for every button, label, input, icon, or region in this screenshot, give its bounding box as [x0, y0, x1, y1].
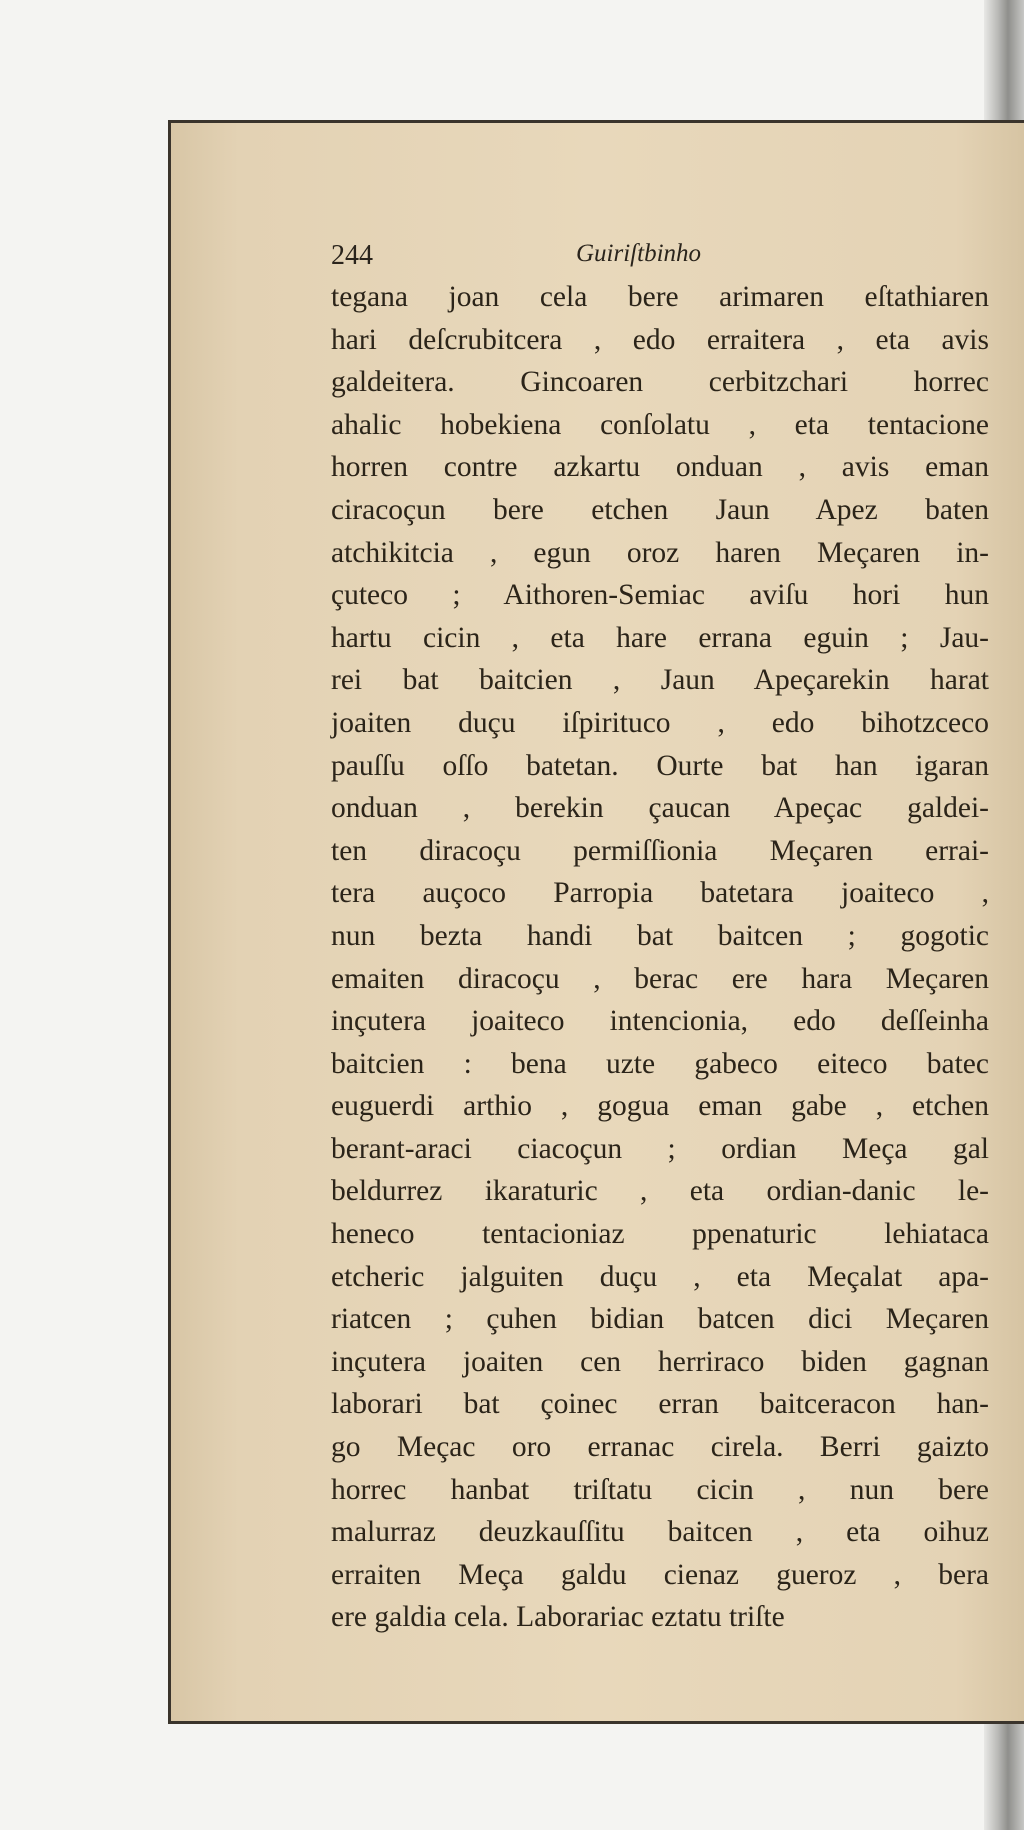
text-line: tera auçoco Parropia batetara joaiteco , — [331, 877, 989, 910]
text-line: atchikitcia , egun oroz haren Meçaren in- — [331, 536, 989, 569]
text-line: heneco tentacioniaz ppenaturic lehiataca — [331, 1218, 989, 1251]
text-line: emaiten diracoçu , berac ere hara Meçaren — [331, 962, 989, 995]
text-line: onduan , berekin çaucan Apeçac galdei- — [331, 792, 989, 825]
body-text — [331, 276, 989, 1639]
text-line: tegana joan cela bere arimaren eſtathiaren — [331, 281, 989, 313]
text-line: riatcen ; çuhen bidian batcen dici Meçaren — [331, 1303, 989, 1336]
text-line: etcheric jalguiten duçu , eta Meçalat apa- — [331, 1260, 989, 1293]
text-area — [331, 240, 989, 1639]
text-line: horrec hanbat triſtatu cicin , nun bere — [331, 1473, 989, 1506]
text-line: horren contre azkartu onduan , avis eman — [331, 451, 989, 484]
text-line: ciracoçun bere etchen Jaun Apez baten — [331, 493, 989, 526]
text-line: hari deſcrubitcera , edo erraitera , eta avis — [331, 323, 989, 356]
text-line: inçutera joaiteco intencionia, edo deſſeinha — [331, 1005, 989, 1038]
text-line: laborari bat çoinec erran baitceracon han- — [331, 1388, 989, 1421]
running-title: Guiriſtbinho — [576, 240, 702, 267]
text-line: rei bat baitcien , Jaun Apeçarekin harat — [331, 664, 989, 697]
text-line: joaiten duçu iſpirituco , edo bihotzceco — [331, 706, 989, 739]
running-head — [331, 240, 989, 274]
text-line: pauſſu oſſo batetan. Ourte bat han igaran — [331, 749, 989, 782]
text-line: çuteco ; Aithoren-Semiac aviſu hori hun — [331, 579, 989, 612]
text-line: nun bezta handi bat baitcen ; gogotic — [331, 919, 989, 952]
text-line: erraiten Meça galdu cienaz gueroz , bera — [331, 1558, 989, 1591]
text-line: hartu cicin , eta hare errana eguin ; Jau- — [331, 621, 989, 654]
text-line: go Meçac oro erranac cirela. Berri gaizto — [331, 1431, 989, 1464]
text-line: ere galdia cela. Laborariac eztatu triſte — [331, 1601, 785, 1634]
text-line: ten diracoçu permiſſionia Meçaren errai- — [331, 834, 989, 867]
text-line: euguerdi arthio , gogua eman gabe , etchen — [331, 1090, 989, 1123]
page-number: 244 — [331, 240, 373, 271]
text-line: galdeitera. Gincoaren cerbitzchari horrec — [331, 366, 989, 399]
text-line: malurraz deuzkauſſitu baitcen , eta oihuz — [331, 1516, 989, 1549]
text-line: berant-araci ciacoçun ; ordian Meça gal — [331, 1132, 989, 1165]
text-line: inçutera joaiten cen herriraco biden gagnan — [331, 1345, 989, 1378]
text-line: ahalic hobekiena conſolatu , eta tentacione — [331, 408, 989, 441]
text-line: beldurrez ikaraturic , eta ordian-danic le- — [331, 1175, 989, 1208]
text-line: baitcien : bena uzte gabeco eiteco batec — [331, 1047, 989, 1080]
